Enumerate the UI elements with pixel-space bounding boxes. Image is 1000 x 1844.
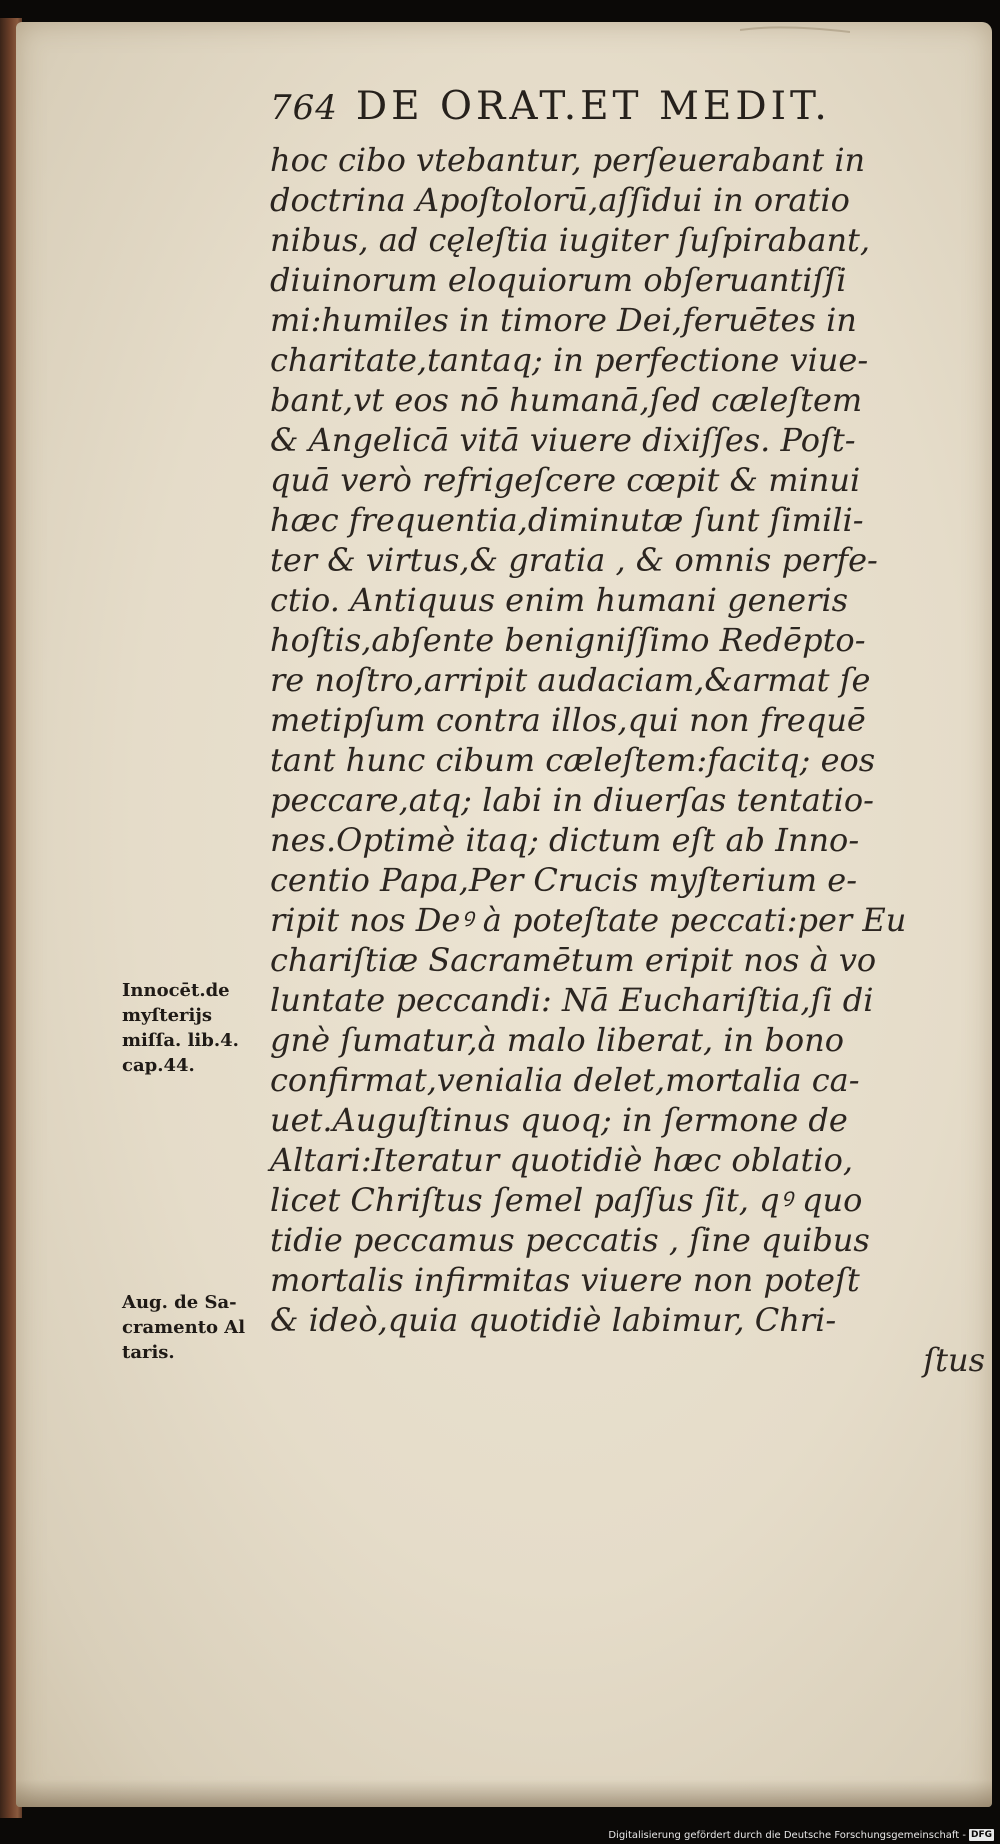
catchword: ſtus <box>923 1341 985 1379</box>
text-line: chariſtiæ Sacramētum eripit nos à vo <box>270 941 877 979</box>
body-text <box>270 140 985 1380</box>
text-line: mi:humiles in timore Dei,feruētes in <box>270 301 857 339</box>
text-line: quā verò refrigeſcere cœpit & minui <box>270 461 861 499</box>
text-line: luntate peccandi: Nā Euchariſtia,ſi di <box>270 981 874 1019</box>
text-line: ripit nos Deꝰ à poteſtate peccati:per Eu <box>270 901 907 939</box>
text-line: ctio. Antiquus enim humani generis <box>270 581 849 619</box>
text-line: Altari:Iteratur quotidiè hæc oblatio, <box>270 1141 853 1179</box>
dfg-logo: DFG <box>970 1830 992 1840</box>
text-line: tant hunc cibum cæleſtem:facitq; eos <box>270 741 876 779</box>
text-line: licet Chriſtus ſemel paſſus ſit, qꝰ quo <box>270 1181 863 1219</box>
marginal-note-line: Aug. de Sa- <box>122 1292 237 1313</box>
text-line: diuinorum eloquiorum obſeruantiſſi <box>270 261 847 299</box>
text-line: charitate,tantaq; in perfectione viue- <box>270 341 869 379</box>
text-line: hæc frequentia,diminutæ ſunt ſimili- <box>270 501 864 539</box>
marginal-note-line: miſſa. lib.4. <box>122 1030 239 1051</box>
digitization-credit <box>608 1827 994 1843</box>
text-line: uet.Auguſtinus quoq; in ſermone de <box>270 1101 848 1139</box>
text-line: hoc cibo vtebantur, perſeuerabant in <box>270 141 866 179</box>
page-bottom-shade <box>16 1780 992 1807</box>
text-line: hoſtis,abſente benigniſſimo Redēpto- <box>270 621 866 659</box>
text-line: re noſtro,arripit audaciam,&armat ſe <box>270 661 871 699</box>
credit-text: Digitalisierung gefördert durch die Deutsche Forschungsgemeinschaft - <box>608 1829 966 1841</box>
text-line: metipſum contra illos,qui non frequē <box>270 701 866 739</box>
text-line: nes.Optimè itaq; dictum eſt ab Inno- <box>270 821 860 859</box>
page-number: 764 <box>270 88 338 128</box>
marginal-note-augustine <box>122 1290 245 1365</box>
text-line: confirmat,venialia delet,mortalia ca- <box>270 1061 860 1099</box>
marginal-note-line: Innocēt.de <box>122 980 230 1001</box>
text-line: tidie peccamus peccatis , ſine quibus <box>270 1221 870 1259</box>
text-line: ter & virtus,& gratia , & omnis perfe- <box>270 541 878 579</box>
marginal-note-line: cap.44. <box>122 1055 195 1076</box>
text-line: & Angelicā vitā viuere dixiſſes. Poſt- <box>270 421 856 459</box>
marginal-note-line: taris. <box>122 1342 175 1363</box>
text-line: peccare,atq; labi in diuerſas tentatio- <box>270 781 874 819</box>
page-header <box>270 84 970 144</box>
text-line: mortalis infirmitas viuere non poteſt <box>270 1261 860 1299</box>
marginal-note-line: cramento Al <box>122 1317 246 1338</box>
text-line: & ideò,quia quotidiè labimur, Chri- <box>270 1301 837 1339</box>
text-line: centio Papa,Per Crucis myſterium e- <box>270 861 858 899</box>
running-head: DE ORAT.ET MEDIT. <box>355 84 831 129</box>
marginal-note-innocent <box>122 978 239 1078</box>
text-line: gnè ſumatur,à malo liberat, in bono <box>270 1021 844 1059</box>
marginal-note-line: myſterijs <box>122 1005 212 1026</box>
page-fold-mark <box>740 22 850 42</box>
text-line: doctrina Apoſtolorū,aſſidui in oratio <box>270 181 850 219</box>
text-line: bant,vt eos nō humanā,ſed cæleſtem <box>270 381 863 419</box>
text-line: nibus, ad cęleſtia iugiter ſuſpirabant, <box>270 221 871 259</box>
